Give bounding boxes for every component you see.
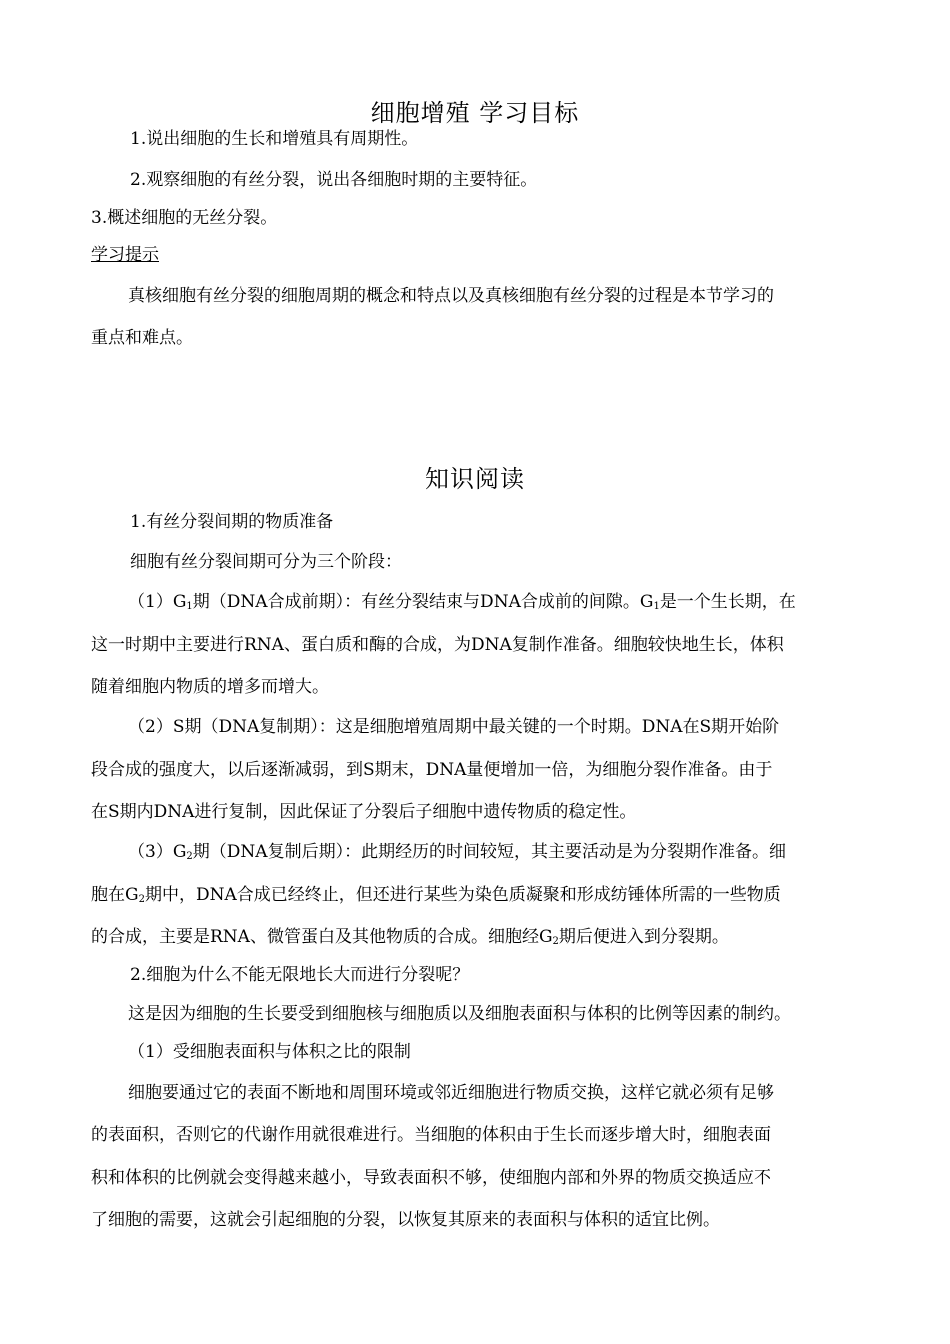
section-1-title: 1.有丝分裂间期的物质准备: [130, 512, 334, 532]
paragraph-line-3: 积和体积的比例就会变得越来越小，导致表面积不够，使细胞内部和外界的物质交换适应不: [91, 1168, 771, 1188]
hint-heading: 学习提示: [91, 245, 159, 265]
g1-line-3: 随着细胞内物质的增多而增大。: [91, 677, 329, 697]
section-1-intro: 细胞有丝分裂间期可分为三个阶段：: [130, 552, 402, 572]
g2-line-2: 胞在$G_2$期中，DNA合成已经终止，但还进行某些为染色质凝聚和形成纺锤体所需的一些物质: [91, 885, 781, 905]
section-2-intro: 这是因为细胞的生长要受到细胞核与细胞质以及细胞表面积与体积的比例等因素的制约。: [128, 1004, 791, 1024]
s-line-2: 段合成的强度大，以后逐渐减弱，到S期末，DNA量便增加一倍，为细胞分裂作准备。由于: [91, 760, 773, 780]
s-line-1: （2）S期（DNA复制期）：这是细胞增殖周期中最关键的一个时期。DNA在S期开始阶: [128, 717, 780, 737]
paragraph-line-4: 了细胞的需要，这就会引起细胞的分裂，以恢复其原来的表面积与体积的适宜比例。: [91, 1210, 720, 1230]
g1-line-2: 这一时期中主要进行RNA、蛋白质和酶的合成，为DNA复制作准备。细胞较快地生长，体积: [91, 635, 784, 655]
paragraph-line-1: 细胞要通过它的表面不断地和周围环境或邻近细胞进行物质交换，这样它就必须有足够: [128, 1083, 774, 1103]
objective-item-2: 2.观察细胞的有丝分裂，说出各细胞时期的主要特征。: [130, 170, 538, 190]
g1-line-1: $(1)G_1$期（DNA合成前期）：有丝分裂结束与DNA合成前的间隙。$G_1$是一个生长期，在: [128, 592, 796, 612]
objective-item-1: 1.说出细胞的生长和增殖具有周期性。: [130, 129, 419, 149]
objectives-title: 细胞增殖 学习目标: [370, 99, 580, 127]
hint-line-1: 真核细胞有丝分裂的细胞周期的概念和特点以及真核细胞有丝分裂的过程是本节学习的: [128, 286, 774, 306]
objective-item-3: 3.概述细胞的无丝分裂。: [91, 208, 278, 228]
s-line-3: 在S期内DNA进行复制，因此保证了分裂后子细胞中遗传物质的稳定性。: [91, 802, 637, 822]
g2-line-3: 的合成，主要是RNA、微管蛋白及其他物质的合成。细胞经$G_2$期后便进入到分裂期。: [91, 927, 729, 947]
g2-line-1: $(3)G_2$期（DNA复制后期）：此期经历的时间较短，其主要活动是为分裂期作准备。细: [128, 842, 787, 862]
section-2-title: 2.细胞为什么不能无限地长大而进行分裂呢？: [130, 965, 470, 985]
hint-line-2: 重点和难点。: [91, 328, 193, 348]
reading-title: 知识阅读: [425, 465, 525, 493]
subsection-1-title: （1）受细胞表面积与体积之比的限制: [128, 1042, 411, 1062]
paragraph-line-2: 的表面积，否则它的代谢作用就很难进行。当细胞的体积由于生长而逐步增大时，细胞表面: [91, 1125, 771, 1145]
